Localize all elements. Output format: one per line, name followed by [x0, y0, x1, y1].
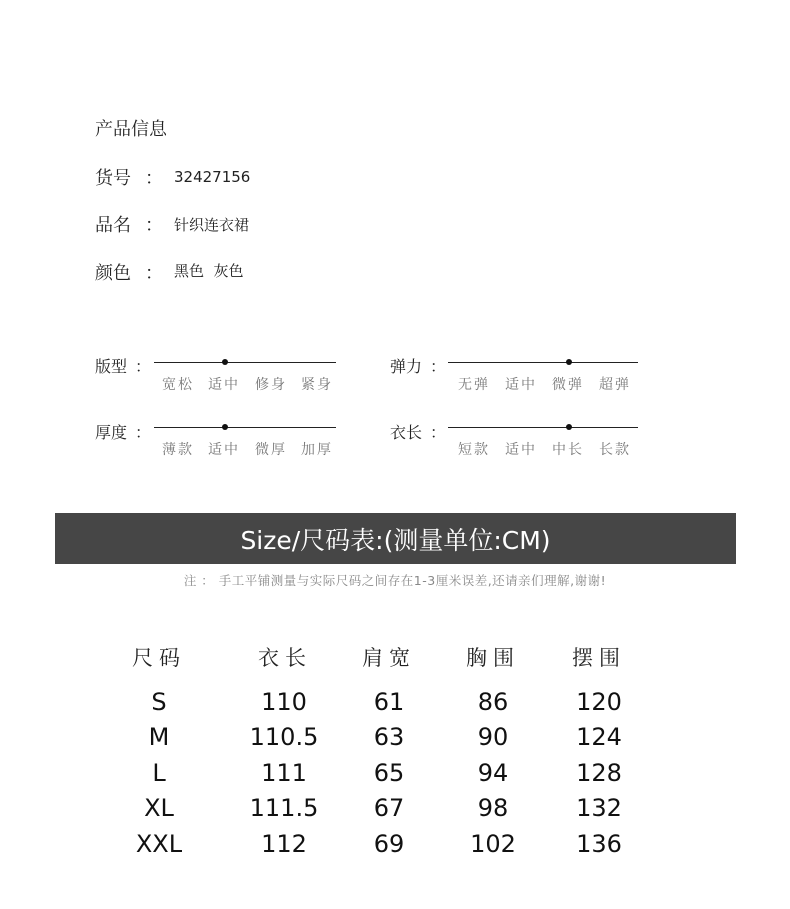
- elasticity-scale-colon: ：: [430, 357, 447, 376]
- shoulder-cell: 61: [373, 688, 405, 716]
- color-colon: ：: [145, 263, 163, 284]
- shoulder-cell: 65: [373, 759, 405, 787]
- bust-cell: 98: [477, 794, 509, 822]
- length-cell: 110.5: [249, 723, 319, 751]
- fit-option: 适中: [208, 377, 240, 393]
- size-cell: XXL: [135, 830, 183, 858]
- size-table-header: 衣长: [258, 646, 312, 670]
- item-number-colon: ：: [145, 168, 163, 189]
- color-value: 黑色 灰色: [174, 262, 244, 280]
- length-scale-marker: [566, 424, 572, 430]
- fit-option: 紧身: [301, 377, 333, 393]
- size-table-header: 肩宽: [362, 646, 416, 670]
- shoulder-cell: 63: [373, 723, 405, 751]
- elasticity-scale-line: [448, 362, 638, 363]
- elasticity-scale-label: 弹力: [390, 357, 423, 376]
- size-cell: S: [151, 688, 167, 716]
- thickness-scale-line: [154, 427, 336, 428]
- elasticity-scale-marker: [566, 359, 572, 365]
- elasticity-option: 微弹: [552, 377, 584, 393]
- length-scale-label: 衣长: [390, 423, 423, 442]
- bust-cell: 94: [477, 759, 509, 787]
- thickness-option: 适中: [208, 442, 240, 458]
- item-number-label: 货号: [95, 168, 131, 189]
- thickness-option: 薄款: [162, 442, 194, 458]
- hem-cell: 128: [576, 759, 622, 787]
- size-table-header: 胸围: [466, 646, 520, 670]
- length-cell: 110: [261, 688, 307, 716]
- bust-cell: 86: [477, 688, 509, 716]
- elasticity-option: 无弹: [458, 377, 490, 393]
- fit-scale-line: [154, 362, 336, 363]
- fit-scale-marker: [222, 359, 228, 365]
- product-name-value: 针织连衣裙: [174, 216, 250, 234]
- length-scale-colon: ：: [430, 423, 447, 442]
- elasticity-option: 适中: [505, 377, 537, 393]
- size-chart-title: Size/尺码表:(测量单位:CM): [240, 525, 551, 555]
- size-chart-banner: [55, 513, 736, 564]
- hem-cell: 136: [576, 830, 622, 858]
- size-cell: XL: [144, 794, 174, 822]
- thickness-scale-label: 厚度: [95, 423, 128, 442]
- bust-cell: 90: [477, 723, 509, 751]
- fit-option: 宽松: [162, 377, 194, 393]
- size-table-header: 摆围: [572, 646, 626, 670]
- size-table-header: 尺码: [132, 646, 186, 670]
- length-cell: 111: [261, 759, 307, 787]
- length-scale-line: [448, 427, 638, 428]
- product-name-label: 品名: [95, 215, 131, 236]
- measurement-note: 注 ： 手工平铺测量与实际尺码之间存在1-3厘米误差,还请亲们理解,谢谢!: [183, 573, 607, 588]
- length-option: 中长: [552, 442, 584, 458]
- thickness-option: 加厚: [301, 442, 333, 458]
- thickness-scale-colon: ：: [135, 423, 152, 442]
- thickness-option: 微厚: [255, 442, 287, 458]
- fit-option: 修身: [255, 377, 287, 393]
- size-cell: M: [148, 723, 170, 751]
- product-name-colon: ：: [145, 215, 163, 236]
- length-cell: 112: [261, 830, 307, 858]
- bust-cell: 102: [470, 830, 516, 858]
- hem-cell: 124: [576, 723, 622, 751]
- fit-scale-label: 版型: [95, 357, 128, 376]
- thickness-scale-marker: [222, 424, 228, 430]
- item-number-value: 32427156: [174, 168, 251, 186]
- length-option: 长款: [599, 442, 631, 458]
- length-option: 短款: [458, 442, 490, 458]
- shoulder-cell: 69: [373, 830, 405, 858]
- color-label: 颜色: [95, 263, 131, 284]
- product-info-title: 产品信息: [95, 119, 167, 140]
- shoulder-cell: 67: [373, 794, 405, 822]
- length-option: 适中: [505, 442, 537, 458]
- hem-cell: 132: [576, 794, 622, 822]
- hem-cell: 120: [576, 688, 622, 716]
- elasticity-option: 超弹: [599, 377, 631, 393]
- size-cell: L: [152, 759, 166, 787]
- length-cell: 111.5: [249, 794, 319, 822]
- fit-scale-colon: ：: [135, 357, 152, 376]
